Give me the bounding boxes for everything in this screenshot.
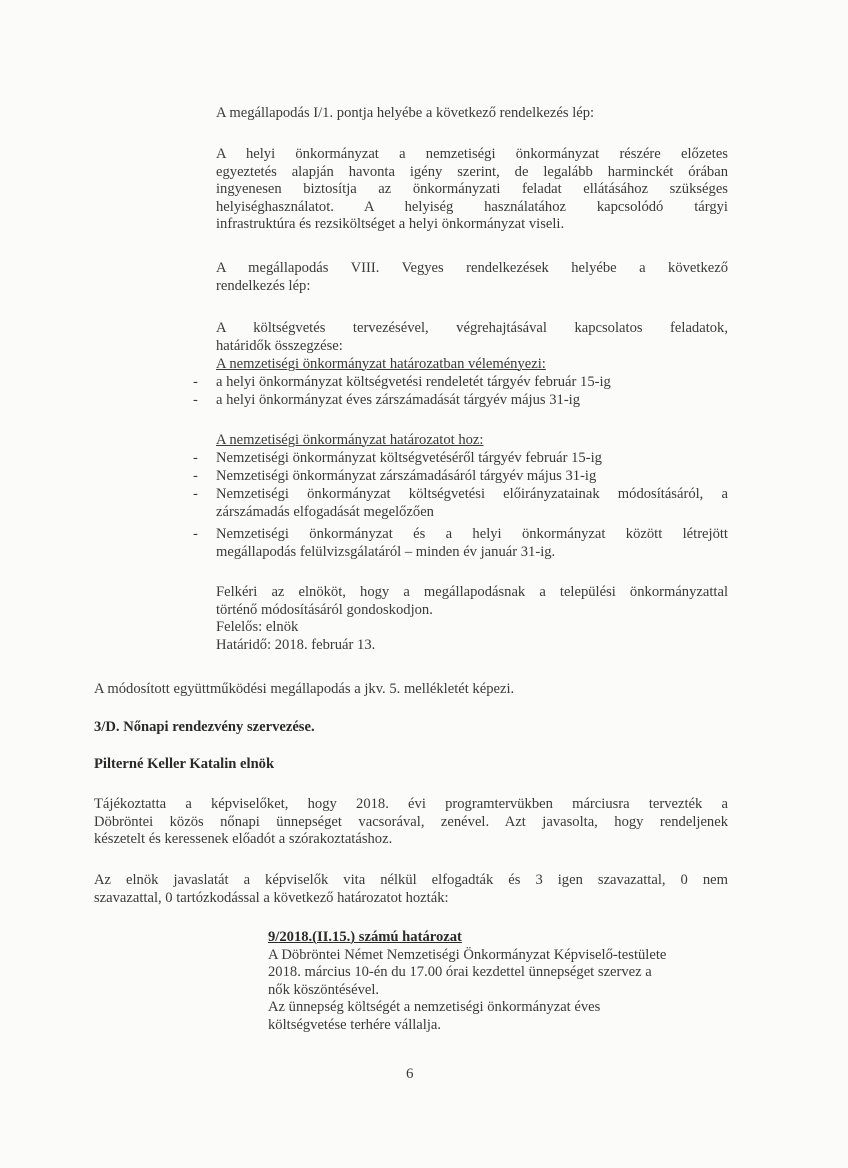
bullet-dash: - <box>193 486 198 502</box>
text-line: szavazattal, 0 tartózkodással a következő határozatot hozták: <box>94 889 449 906</box>
intro-line: A megállapodás I/1. pontja helyébe a következő rendelkezés lép: <box>216 105 595 121</box>
list-item: Nemzetiségi önkormányzat és a helyi önkormányzat között létrejött megállapodás felülvizsgálatáról – minden év január 31-ig. <box>216 526 728 560</box>
speaker-name: Pilterné Keller Katalin elnök <box>94 756 275 772</box>
list-item: Nemzetiségi önkormányzat zárszámadásáról tárgyév május 31-ig <box>216 468 597 484</box>
text-line: helyiséghasználatot. A helyiség használatához kapcsolódó tárgyi <box>216 198 728 215</box>
text-line: rendelkezés lép: <box>216 277 311 294</box>
list-item: a helyi önkormányzat költségvetési rendeletét tárgyév február 15-ig <box>216 374 611 390</box>
resolution-block <box>268 929 666 1035</box>
text-line: Felkéri az elnököt, hogy a megállapodásnak a települési önkormányzattal <box>216 584 728 600</box>
resolution-line: Az ünnepség költségét a nemzetiségi önkormányzat éves <box>268 999 601 1016</box>
list-item: Nemzetiségi önkormányzat költségvetési előirányzatainak módosításáról, a zárszámadás elfogadását megelőzően <box>216 486 728 520</box>
paragraph-request <box>216 584 728 654</box>
text-line: ingyenesen biztosítja az önkormányzati feladat ellátásához szükséges <box>216 181 728 198</box>
text-line: készetelt és keressenek előadót a szórakoztatáshoz. <box>94 831 393 848</box>
text-line: A költségvetés tervezésével, végrehajtásával kapcsolatos feladatok, <box>216 320 728 336</box>
bullet-dash: - <box>193 374 198 390</box>
section-1-heading: A nemzetiségi önkormányzat határozatban véleményezi: <box>216 356 546 372</box>
text-line: történő módosításáról gondoskodjon. <box>216 601 433 618</box>
text-line: Az elnök javaslatát a képviselők vita nélkül elfogadták és 3 igen szavazattal, 0 nem <box>94 872 728 888</box>
page-number: 6 <box>406 1066 414 1082</box>
bullet-dash: - <box>193 526 198 542</box>
responsible-line: Felelős: elnök <box>216 619 299 636</box>
bullet-dash: - <box>193 392 198 408</box>
resolution-line: A Döbröntei Német Nemzetiségi Önkormányzat Képviselő-testülete <box>268 946 667 963</box>
list-item: Nemzetiségi önkormányzat költségvetéséről tárgyév február 15-ig <box>216 450 602 466</box>
text-line: A helyi önkormányzat a nemzetiségi önkormányzat részére előzetes <box>216 146 728 162</box>
text-line: egyeztetés alapján havonta igény szerint, de legalább harminckét órában <box>216 163 728 180</box>
paragraph-room-usage <box>216 146 728 234</box>
bullet-dash: - <box>193 450 198 466</box>
deadline-line: Határidő: 2018. február 13. <box>216 636 376 653</box>
resolution-line: nők köszöntésével. <box>268 981 380 998</box>
text-line: A megállapodás VIII. Vegyes rendelkezések helyébe a következő <box>216 260 728 276</box>
text-line: infrastruktúra és rezsiköltséget a helyi önkormányzat viseli. <box>216 216 565 233</box>
resolution-line: 2018. március 10-én du 17.00 órai kezdettel ünnepséget szervez a <box>268 964 652 981</box>
resolution-line: költségvetése terhére vállalja. <box>268 1016 442 1033</box>
paragraph-section-viii <box>216 260 728 295</box>
paragraph-budget-tasks <box>216 320 728 355</box>
bullet-dash: - <box>193 468 198 484</box>
text-line: Döbröntei közös nőnapi ünnepséget vacsorával, zenével. Azt javasolta, hogy rendeljenek <box>94 813 728 830</box>
info-paragraph <box>94 796 728 849</box>
text-line: határidők összegzése: <box>216 337 343 354</box>
resolution-title: 9/2018.(II.15.) számú határozat <box>268 929 462 945</box>
section-2-heading: A nemzetiségi önkormányzat határozatot hoz: <box>216 432 484 448</box>
annex-line: A módosított együttműködési megállapodás a jkv. 5. mellékletét képezi. <box>94 681 515 697</box>
list-item: a helyi önkormányzat éves zárszámadását tárgyév május 31-ig <box>216 392 581 408</box>
agenda-heading: 3/D. Nőnapi rendezvény szervezése. <box>94 719 315 735</box>
text-line: Tájékoztatta a képviselőket, hogy 2018. évi programtervükben márciusra tervezték a <box>94 796 728 812</box>
vote-paragraph <box>94 872 728 907</box>
